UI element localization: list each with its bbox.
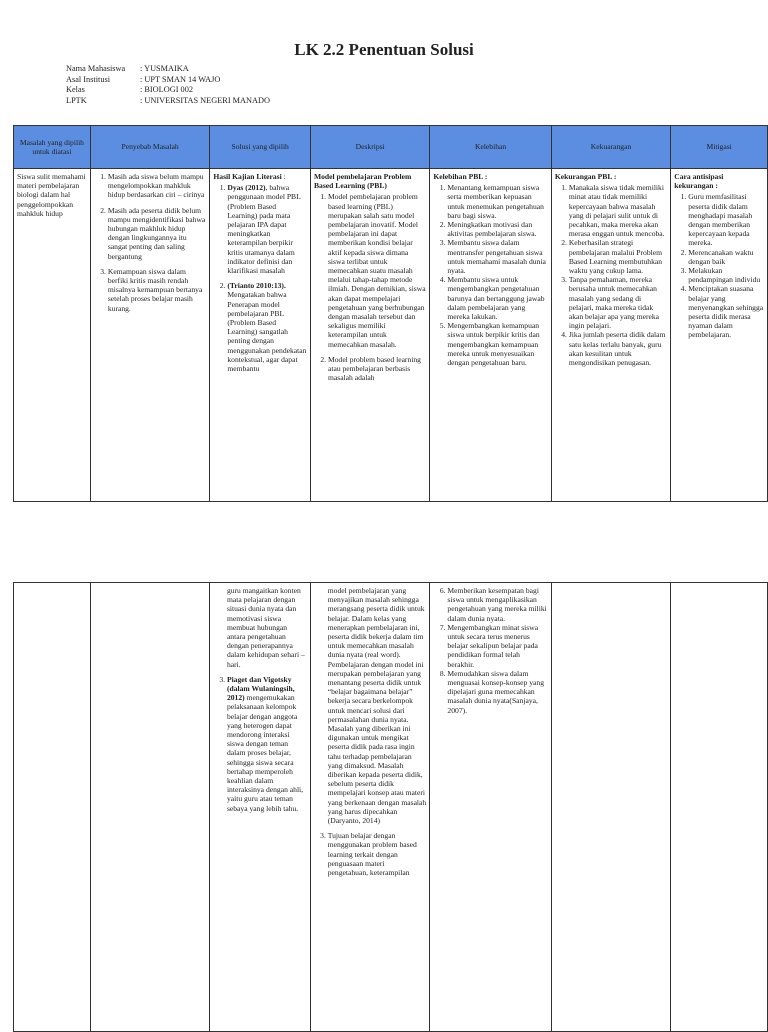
masalah-text: Siswa sulit memahami materi pembelajaran biologi dalam hal penggelompokkan mahkluk hidup [17, 172, 86, 218]
kekurangan-list [555, 183, 667, 367]
table-row [14, 169, 768, 502]
kelebihan-title: Kelebihan PBL : [433, 172, 488, 181]
header-penyebab: Penyebab Masalah [90, 126, 210, 169]
table-header-row [14, 126, 768, 169]
header-deskripsi: Deskripsi [310, 126, 429, 169]
header-kelebihan: Kelebihan [430, 126, 551, 169]
document-title: LK 2.2 Penentuan Solusi [294, 40, 474, 59]
header-kekurangan: Kekuarangan [551, 126, 670, 169]
kelebihan-list-cont [433, 586, 548, 715]
kekurangan-title: Kekurangan PBL : [554, 172, 617, 181]
citation-text: Mengatakan bahwa Penerapan model pembelajaran PBL (Problem Based Learning) sangatlah penting dengan menggunakan pendekatan kontekstual, agar dapat membantu [227, 290, 307, 374]
solution-table [13, 125, 768, 502]
citation-text: mengemukakan pelaksanaan kelompok belajar dengan anggota yang heterogen dapat mendorong interaksi siswa dengan teman dalam proses belajar, sehingga siswa secara bertahap memperoleh keahlian dalam interaksinya dengan ahli, yaitu guru atau teman sebaya yang lebih tahu. [226, 693, 304, 813]
student-info [66, 64, 270, 106]
mitigasi-list [674, 192, 764, 339]
list-item: 4. Menciptakan suasana belajar yang menyenangkan sehingga peserta didik merasa nyaman dalam pembelajaran. [688, 284, 764, 339]
info-row-lptk [66, 96, 270, 107]
cell-deskripsi [310, 169, 429, 502]
deskripsi-title: Model pembelajaran Problem Based Learning (PBL) [313, 172, 412, 191]
list-item: 1. Manakala siswa tidak memiliki minat atau tidak memiliki kepercayaan bahwa masalah yang di pelajari sulit untuk di pecahkan, maka mereka akan merasa enggan untuk mencoba. [569, 183, 667, 238]
info-value: : YUSMAIKA [140, 64, 189, 73]
header-mitigasi: Mitigasi [671, 126, 768, 169]
solusi-list [213, 183, 307, 373]
list-item: 8. Memudahkan siswa dalam menguasai konsep-konsep yang dipelajari guna memecahkan masalah dunia nyata(Sanjaya, 2007). [447, 669, 548, 715]
cell-mitigasi-cont [671, 583, 768, 1032]
list-item: 3. Kemampuan siswa dalam berfiki kritis masih rendah misalnya kemampuan bertanya setelah proses belajar masih kurang. [108, 267, 207, 313]
list-item: 2. Meningkatkan motivasi dan aktivitas pembelajaran siswa. [447, 220, 547, 238]
header-solusi: Solusi yang dipilih [210, 126, 311, 169]
solusi-intro [213, 172, 307, 181]
cell-kekurangan [551, 169, 670, 502]
list-item: 2. Masih ada peserta didik belum mampu mengidentifikasi bahwa hubungan makhluk hidup dengan lingkungannya itu sangat penting dan saling bergantung [108, 206, 207, 261]
cell-penyebab-cont [90, 583, 209, 1032]
list-item: 5. Mengembangkan kemampuan siswa untuk berpikir kritis dan mengembangkan kemampuan mereka untuk menyesuaikan dengan pengetahuan baru. [447, 321, 547, 367]
citation-text: , bahwa penggunaan model PBL (Problem Based Learning) pada mata pelajaran IPA dapat meningkatkan keterampilan berpikir kritis utamanya dalam indikator definisi dan klarifikasi masalah [227, 183, 301, 276]
solusi-intro-bold: Hasil Kajian Literasi [213, 172, 282, 181]
list-item: 1. Menantang kemampuan siswa serta memberikan kepuasan untuk menemukan pengetahuan baru bagi siswa. [447, 183, 547, 220]
list-item: 3. Tujuan belajar dengan menggunakan problem based learning terkait dengan penguasaan materi pengetahuan, keterampilan [328, 831, 427, 877]
cell-penyebab [90, 169, 210, 502]
citation: Dyas (2012) [227, 183, 266, 193]
cell-kelebihan [430, 169, 551, 502]
kelebihan-list [433, 183, 547, 367]
info-row-institusi [66, 75, 270, 86]
deskripsi-list-cont [314, 831, 427, 877]
list-item: 1. Model pembelajaran problem based learning (PBL) merupakan salah satu model pembelajaran inovatif. Model pembelajaran ini dapat memberikan kondisi belajar aktif kepada siswa dimana siswa terlibat untuk memecahkan suatu masalah melalui tahap-tahap metode ilmiah. Dengan demikian, siswa akan dapat mempelajari pengetahuan yang berhubungan dengan masalah tersebut dan sekaligus memiliki keterampilan untuk memecahkan masalah. [328, 192, 426, 348]
info-value: : UPT SMAN 14 WAJO [140, 74, 221, 84]
list-item: 2. Merencanakan waktu dengan baik [688, 248, 764, 266]
cell-solusi-cont [209, 583, 310, 1032]
citation: Piaget dan Vigotsky (dalam Wulaningsih, 2012) [226, 674, 295, 703]
list-item: 3. Membantu siswa dalam mentransfer pengetahuan siswa untuk memahami masalah dunia nyata. [447, 238, 547, 275]
penyebab-list [94, 172, 207, 313]
list-item: 3. Tanpa pemahaman, mereka berusaha untuk memecahkan masalah yang sedang di pelajari, maka mereka tidak akan belajar apa yang mereka ingin pelajari. [569, 275, 667, 330]
cell-solusi [210, 169, 311, 502]
cell-kelebihan-cont [430, 583, 552, 1032]
table-row [14, 583, 768, 1032]
solution-table-continued [13, 582, 768, 1032]
list-item: 7. Mengembangkan minat siswa untuk secara terus menerus belajar sekalipun belajar pada pendidikan formal telah berakhir. [447, 623, 548, 669]
info-label: Kelas [66, 85, 85, 95]
cell-mitigasi [671, 169, 768, 502]
header-masalah: Masalah yang dipilih untuk diatasi [14, 126, 91, 169]
info-value: : BIOLOGI 002 [140, 85, 194, 95]
info-label: Nama Mahasiswa [66, 64, 126, 73]
list-item: 3. Melakukan pendampingan individu [688, 266, 764, 284]
list-item: 2. Keberhasilan strategi pembelajaran malalui Problem Based Learning membutuhkan waktu yang cukup lama. [569, 238, 667, 275]
cell-masalah-cont [14, 583, 91, 1032]
list-item: 1. Guru memfasilitasi peserta didik dalam menghadapi masalah dengan memberikan kepercayaan kepada mereka. [688, 192, 764, 247]
mitigasi-title: Cara antisipasi kekurangan : [674, 172, 724, 191]
deskripsi-list [314, 192, 426, 382]
list-item: 1. Masih ada siswa belum mampu mengelompokkan mahkluk hidup berdasarkan ciri – cirinya [108, 172, 207, 200]
info-row-nama [66, 64, 270, 75]
solusi-continued: guru mangaitkan konten mata pelajaran dengan situasi dunia nyata dan memotivasi siswa membuat hubungan antara pengetahuan dengan penerapannya dalam kehidupan sehari – hari. [226, 586, 305, 669]
solusi-intro-rest: : [281, 172, 286, 181]
cell-masalah [14, 169, 91, 502]
list-item [227, 675, 307, 813]
info-row-kelas [66, 85, 270, 96]
list-item: 4. Membantu siswa untuk mengembangkan pengetahuan barunya dan bertanggung jawab dalam pembelajaran yang mereka lakukan. [447, 275, 547, 321]
deskripsi-continued: model pembelajaran yang menyajikan masalah sehingga merangsang peserta didik untuk belajar. Dalam kelas yang menerapkan pembelajaran ini, peserta didik bekerja dalam tim untuk memecahkan masalah dunia nyata (real word). Pembelajaran dengan model ini merupakan pembelajaran yang menantang peserta didik untuk “belajar bagaimana belajar” bekerja secara berkelompok untuk mencari solusi dari permasalahan dunia nyata. Masalah yang diberikan ini digunakan untuk mengikat peserta didik pada rasa ingin tahu terhadap pembelajaran yang dimaksud. Masalah diberikan kepada peserta didik, sebelum peserta didik mempelajari konsep atau materi yang berkenaan dengan masalah yang harus dipecahkan (Daryanto, 2014) [327, 586, 427, 826]
cell-deskripsi-cont [310, 583, 430, 1032]
info-label: Asal Institusi [66, 74, 111, 84]
list-item: 6. Memberikan kesempatan bagi siswa untuk mengaplikasikan pengetahuan yang mereka miliki dalam dunia nyata. [447, 586, 548, 623]
list-item [227, 183, 307, 275]
info-label: LPTK [66, 95, 87, 105]
cell-kekurangan-cont [552, 583, 671, 1032]
list-item: 2. Model problem based learning atau pembelajaran berbasis masalah adalah [328, 355, 426, 383]
info-value: : UNIVERSITAS NEGERI MANADO [140, 95, 271, 105]
list-item [227, 281, 307, 373]
citation: (Trianto 2010:13). [227, 281, 286, 291]
solusi-list-cont [213, 675, 307, 813]
list-item: 4. Jika jumlah peserta didik dalam satu kelas terlalu banyak, guru akan kesulitan untuk mengondisikan penugasan. [569, 330, 667, 367]
